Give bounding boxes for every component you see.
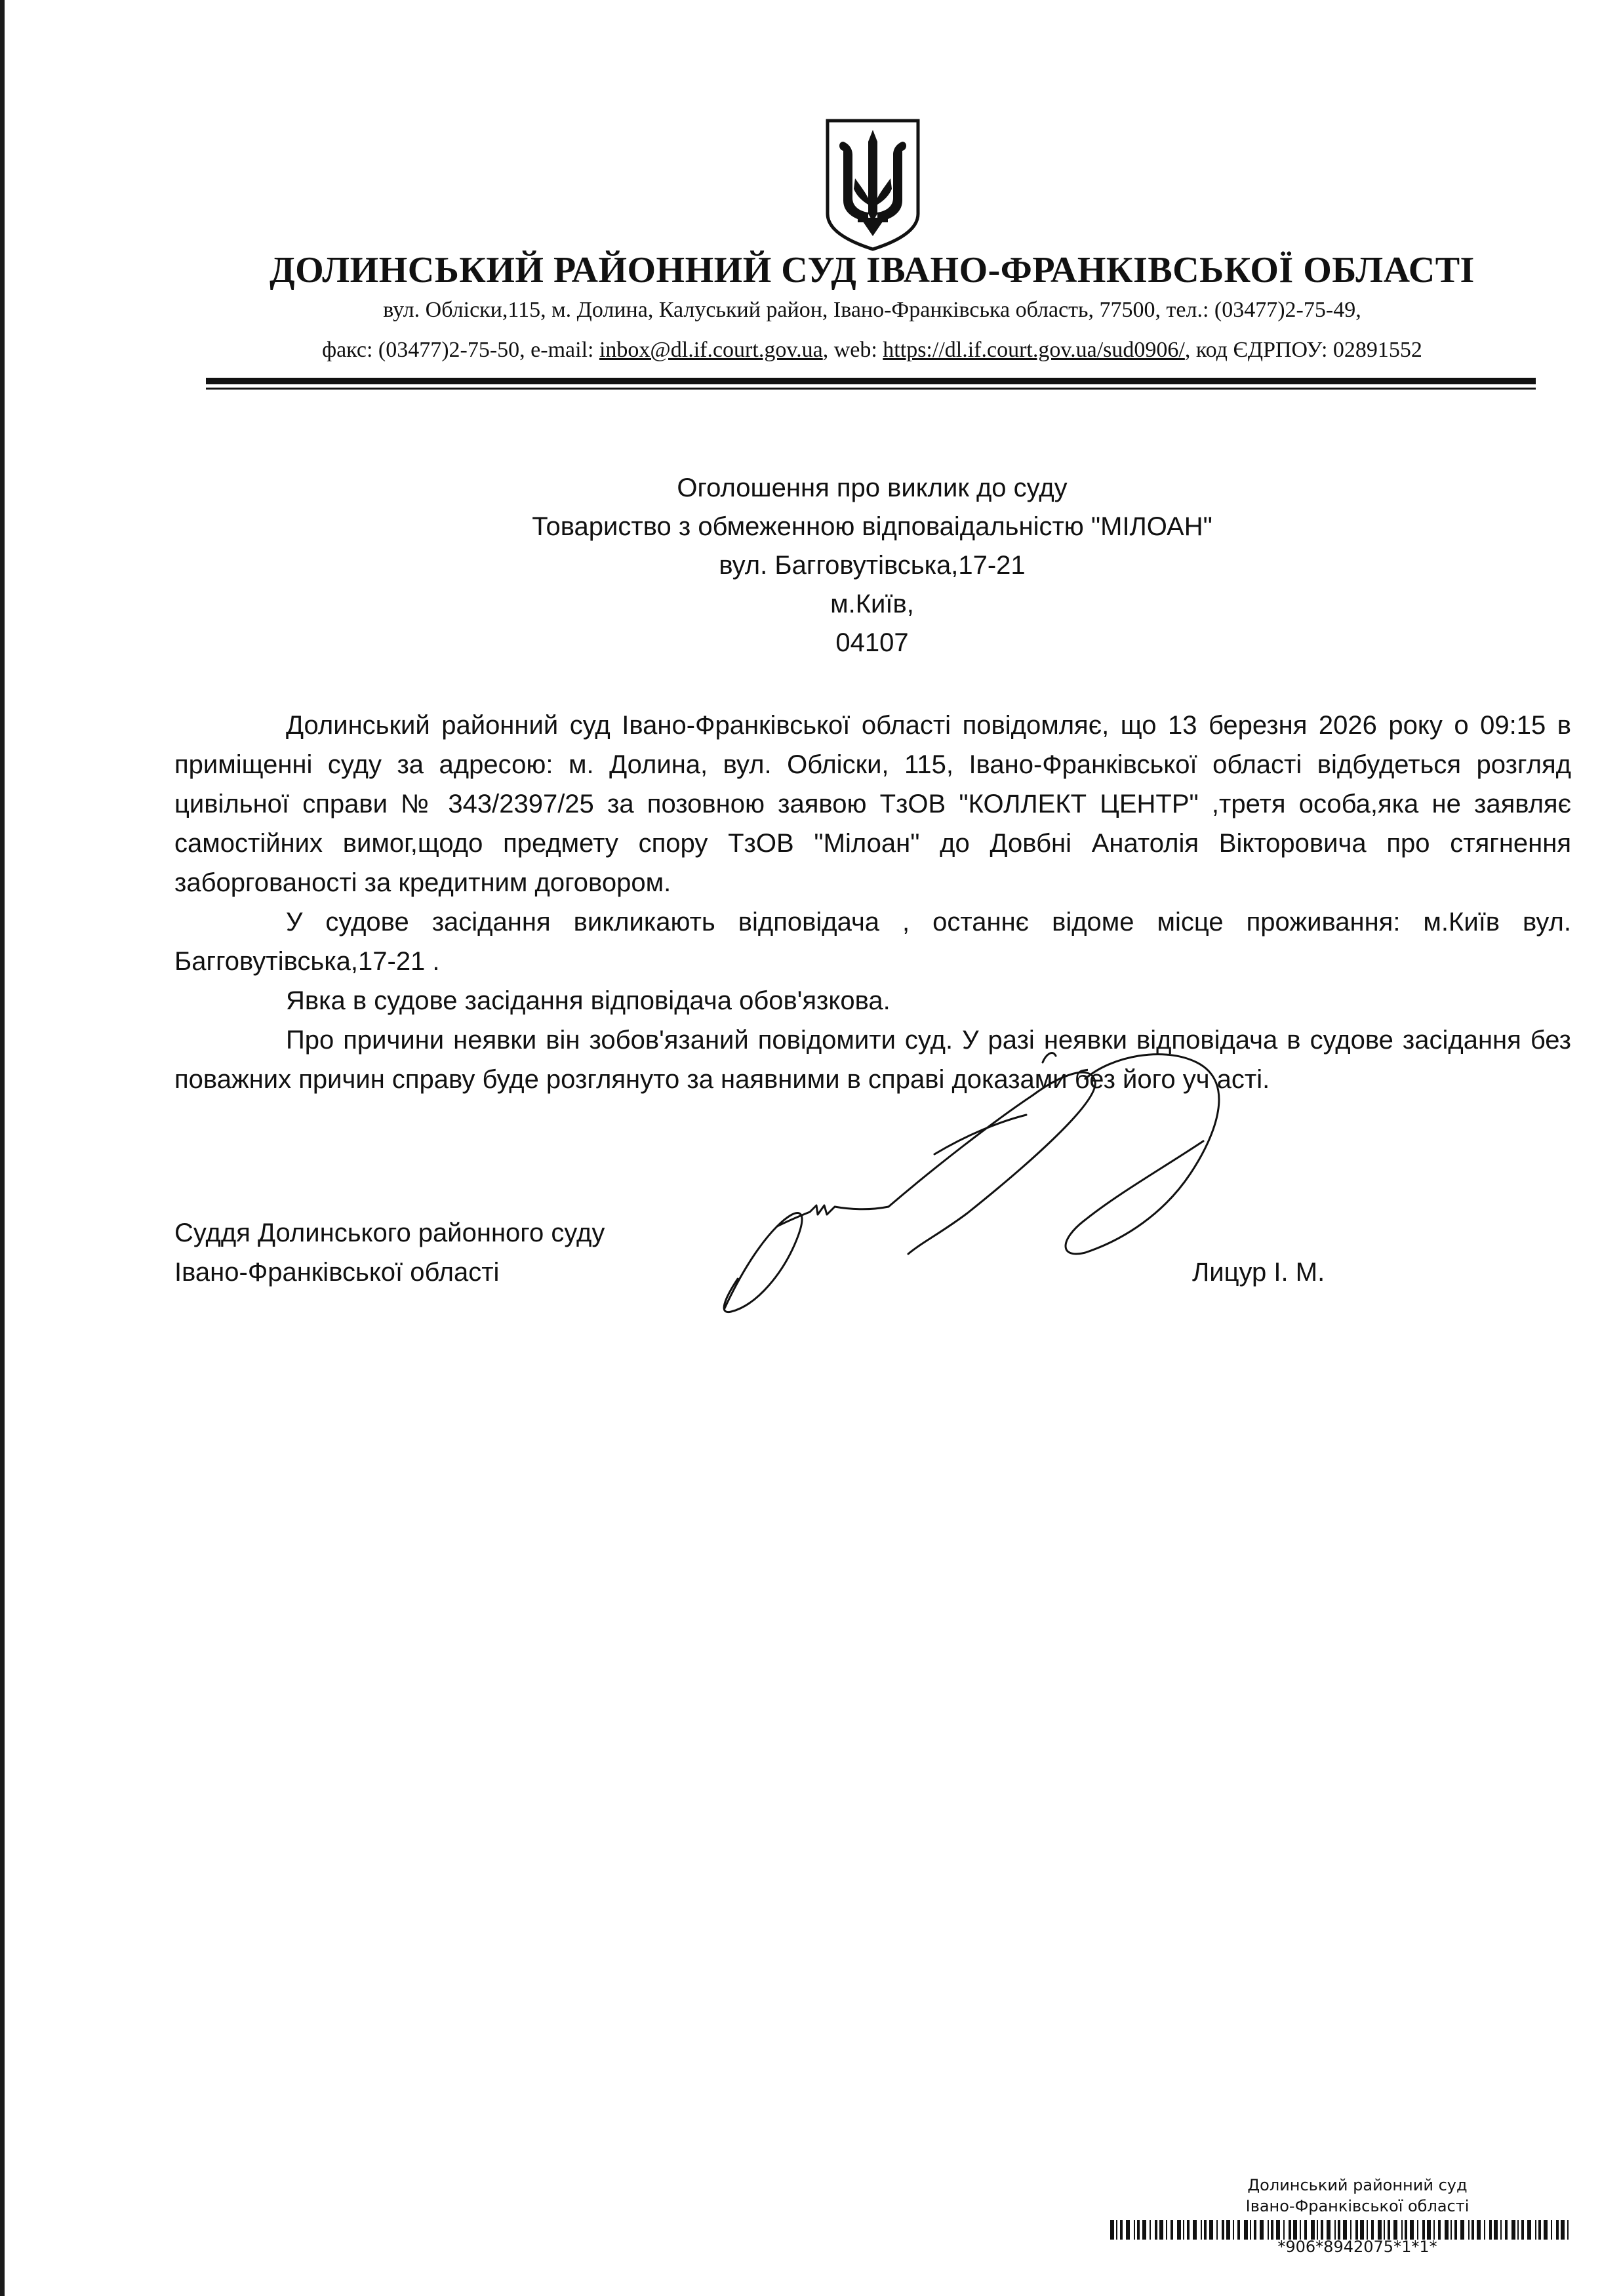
barcode [1110,2220,1571,2240]
addressee-postcode: 04107 [835,628,909,657]
web-link[interactable]: https://dl.if.court.gov.ua/sud0906/ [883,338,1185,362]
web-label: , web: [822,338,883,362]
addressee-city: м.Київ, [830,590,914,618]
paragraph-summons: У судове засідання викликають відповідача , останнє відоме місце проживання: м.Київ вул. Багговутівська,17-21 . [174,908,1571,976]
handwritten-signature [718,1043,1295,1318]
coat-of-arms-icon [824,115,922,252]
fax-label: факс: (03477)2-75-50, e-mail: [322,338,599,362]
court-name: ДОЛИНСЬКИЙ РАЙОННИЙ СУД ІВАНО-ФРАНКІВСЬКОЇ ОБЛАСТІ [270,250,1475,291]
header-divider [206,378,1536,384]
paragraph-attendance: Явка в судове засідання відповідача обов'язкова. [286,986,891,1015]
email-link[interactable]: inbox@dl.if.court.gov.ua [599,338,823,362]
scan-edge [0,0,5,2296]
stamp-line-1: Долинський районний суд [1247,2176,1468,2194]
paragraph-hearing: Долинський районний суд Івано-Франківської області повідомляє, що 13 березня 2026 року о 09:15 в приміщенні суду за адресою: м. Долина, вул. Обліски, 115, Івано-Франківської області відбудеться розгляд цивільної справи № 343/2397/25 за позовною заявою ТзОВ "КОЛЛЕКТ ЦЕНТР" ,третя особа,яка не заявляє самостійних вимог,щодо предмету спору ТзОВ "Мілоан" до Довбні Анатолія Вікторовича про стягнення заборгованості за кредитним договором. [174,711,1571,897]
addressee-street: вул. Багговутівська,17-21 [719,551,1026,580]
court-contacts [164,338,1580,363]
edrpou-code: , код ЄДРПОУ: 02891552 [1184,338,1422,362]
judge-name: Лицур І. М. [1192,1258,1325,1287]
judge-title-line-1: Суддя Долинського районного суду [174,1218,605,1247]
stamp-line-2: Івано-Франківської області [1245,2197,1470,2215]
notice-title: Оголошення про виклик до суду [677,473,1068,502]
notice-body [174,706,1571,1099]
barcode-code: *906*8942075*1*1* [1277,2238,1437,2256]
court-address: вул. Обліски,115, м. Долина, Калуський район, Івано-Франківська область, 77500, тел.: (03477)2-75-49, [383,298,1361,322]
paragraph-absence: Про причини неявки він зобов'язаний повідомити суд. У разі неявки відповідача в судове засідання без поважних причин справу буде розглянуто за наявними в справі доказами без його уч асті. [174,1026,1571,1094]
addressee-name: Товариство з обмеженною відповаідальністю "МІЛОАН" [532,512,1212,541]
judge-title-line-2: Івано-Франківської області [174,1258,500,1287]
header-divider-thin [206,388,1536,390]
